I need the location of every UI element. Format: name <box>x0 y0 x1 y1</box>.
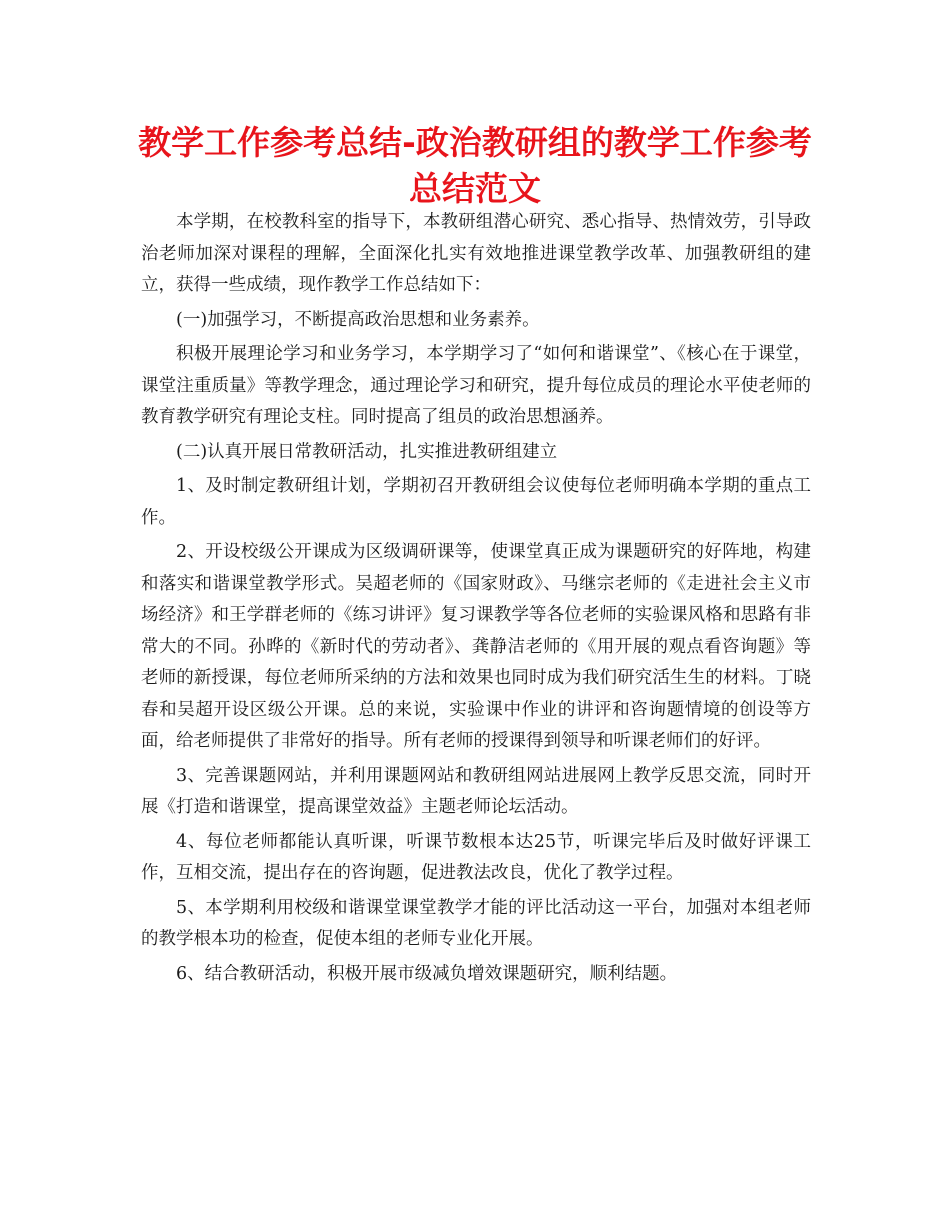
list-item-6: 6、结合教研活动，积极开展市级减负增效课题研究，顺利结题。 <box>176 963 678 984</box>
list-item-5: 5、本学期利用校级和谐课堂课堂教学才能的评比活动这一平台，加强对本组老师的教学根本功的检查，促使本组的老师专业化开展。 <box>141 897 811 949</box>
list-item-1: 1、及时制定教研组计划，学期初召开教研组会议使每位老师明确本学期的重点工作。 <box>141 476 811 528</box>
paragraph-study: 积极开展理论学习和业务学习，本学期学习了“如何和谐课堂”、《核心在于课堂，课堂注重质量》等教学理念，通过理论学习和研究，提升每位成员的理论水平使老师的教育教学研究有理论支柱。同时提高了组员的政治思想涵养。 <box>141 344 811 427</box>
list-item-3: 3、完善课题网站，并利用课题网站和教研组网站进展网上教学反思交流，同时开展《打造和谐课堂，提高课堂效益》主题老师论坛活动。 <box>141 765 811 817</box>
section-heading-1: (一)加强学习，不断提高政治思想和业务素养。 <box>176 309 540 330</box>
list-item-2: 2、开设校级公开课成为区级调研课等，使课堂真正成为课题研究的好阵地，构建和落实和谐课堂教学形式。吴超老师的《国家财政》、马继宗老师的《走进社会主义市场经济》和王学群老师的《练习讲评》复习课教学等各位老师的实验课风格和思路有非常大的不同。孙晔的《新时代的劳动者》、龚静洁老师的《用开展的观点看咨询题》等老师的新授课，每位老师所采纳的方法和效果也同时成为我们研究活生生的材料。丁晓春和吴超开设区级公开课。总的来说，实验课中作业的讲评和咨询题情境的创设等方面，给老师提供了非常好的指导。所有老师的授课得到领导和听课老师们的好评。 <box>141 542 811 751</box>
document-title: 教学工作参考总结-政治教研组的教学工作参考总结范文 <box>138 123 812 208</box>
list-item-4: 4、每位老师都能认真听课，听课节数根本达25节，听课完毕后及时做好评课工作，互相交流，提出存在的咨询题，促进教法改良，优化了教学过程。 <box>141 831 811 883</box>
document-body <box>141 207 811 990</box>
section-heading-2: (二)认真开展日常教研活动，扎实推进教研组建立 <box>176 441 558 462</box>
paragraph-intro: 本学期，在校教科室的指导下，本教研组潜心研究、悉心指导、热情效劳，引导政治老师加深对课程的理解，全面深化扎实有效地推进课堂教学改革、加强教研组的建立，获得一些成绩，现作教学工作总结如下： <box>141 212 811 295</box>
